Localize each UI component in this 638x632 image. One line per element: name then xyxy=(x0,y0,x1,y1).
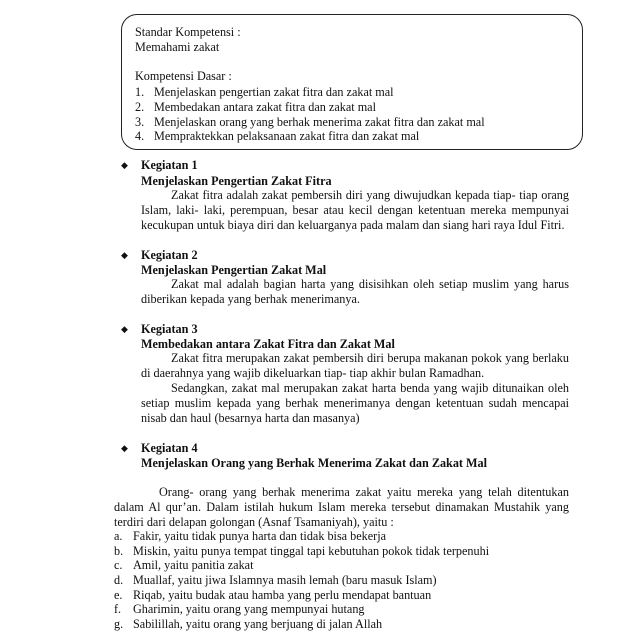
kd-item: Menjelaskan pengertian zakat fitra dan zakat mal xyxy=(154,85,394,99)
kd-number: 4. xyxy=(135,129,145,143)
activity-title: Menjelaskan Orang yang Berhak Menerima Zakat dan Zakat Mal xyxy=(141,456,487,470)
activity-paragraph: Orang- orang yang berhak menerima zakat yaitu mereka yang telah ditentukan dalam Al qur’an. Dalam istilah hukum Islam mereka tersebut dinamakan Mustahik yang terdiri dari delapan golongan (Asnaf Tsamaniyah), yaitu : xyxy=(114,485,569,529)
basic-competency-label: Kompetensi Dasar : xyxy=(135,69,232,83)
kd-number: 2. xyxy=(135,100,145,114)
standard-competency-label: Standar Kompetensi : xyxy=(135,25,241,39)
activity-paragraph: Zakat mal adalah bagian harta yang disisihkan oleh setiap muslim yang harus diberikan kepada yang berhak menerimanya. xyxy=(141,277,569,306)
activity-title: Membedakan antara Zakat Fitra dan Zakat Mal xyxy=(141,337,395,351)
activity-paragraph: Zakat fitra merupakan zakat pembersih diri berupa makanan pokok yang berlaku di daerahnya yang wajib dikeluarkan tiap- tiap akhir bulan Ramadhan. xyxy=(141,351,569,380)
kd-item: Membedakan antara zakat fitra dan zakat mal xyxy=(154,100,376,114)
activity-title: Menjelaskan Pengertian Zakat Fitra xyxy=(141,174,332,188)
bullet-icon: ◆ xyxy=(121,160,128,170)
activity-label: Kegiatan 3 xyxy=(141,322,198,336)
kd-number: 3. xyxy=(135,115,145,129)
activity-label: Kegiatan 2 xyxy=(141,248,198,262)
activity-label: Kegiatan 4 xyxy=(141,441,198,455)
standard-competency-text: Memahami zakat xyxy=(135,40,220,54)
competency-box xyxy=(121,14,583,150)
bullet-icon: ◆ xyxy=(121,443,128,453)
bullet-icon: ◆ xyxy=(121,324,128,334)
kd-number: 1. xyxy=(135,85,145,99)
bullet-icon: ◆ xyxy=(121,250,128,260)
activity-label: Kegiatan 1 xyxy=(141,158,198,172)
activity-title: Menjelaskan Pengertian Zakat Mal xyxy=(141,263,327,277)
activity-paragraph: Zakat fitra adalah zakat pembersih diri yang diwujudkan kepada tiap- tiap orang Islam, laki- laki, perempuan, besar atau kecil dengan ketentuan mereka mempunyai kecukupan untuk biaya diri dan keluarganya pada malam dan siang hari raya Idul Fitri. xyxy=(141,188,569,232)
kd-item: Menjelaskan orang yang berhak menerima zakat fitra dan zakat mal xyxy=(154,115,485,129)
kd-item: Mempraktekkan pelaksanaan zakat fitra dan zakat mal xyxy=(154,129,420,143)
activity-paragraph: Sedangkan, zakat mal merupakan zakat harta benda yang wajib ditunaikan oleh setiap muslim kepada yang berhak menerimanya dengan ketentuan sudah mencapai nisab dan haul (besarnya harta dan masanya) xyxy=(141,381,569,425)
